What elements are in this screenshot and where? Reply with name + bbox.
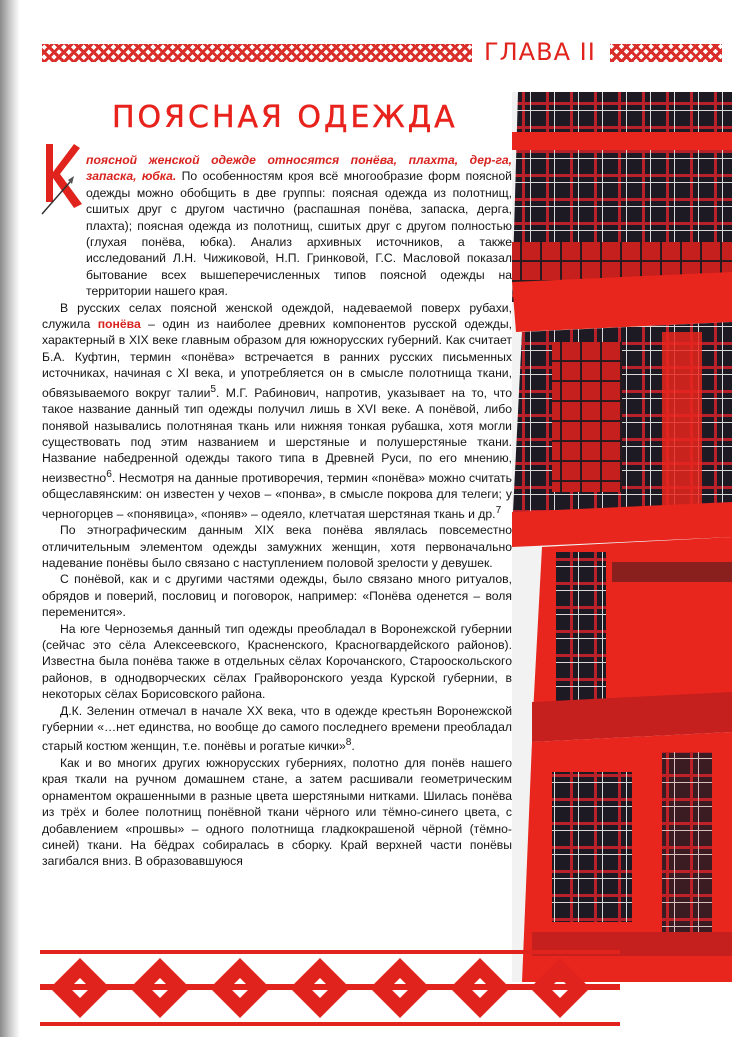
paragraph-7: Как и во многих других южнорусских губерниях, полотно для понёв нашего края ткали на ручном домашнем стане, а затем расшивали геометрическим орнаментом окрашенными в разные цвета шерстяными нитками. Шилась понёва из трёх и более полотнищ понёвной ткани чёрного или тёмно-синего цвета, с добавлением «прошвы» – одного полотнища гладкокрашеной чёрной (тёмно-синей) ткани. На бёдрах собиралась в сборку. Край верхней части понёвы загибался вниз. В образовавшуюся [42,755,512,869]
section-title: ПОЯСНАЯ ОДЕЖДА [112,100,458,135]
poneva-fabric-photo [512,92,732,982]
paragraph-6: Д.К. Зеленин отмечал в начале XX века, что в одежде крестьян Воронежской губернии «…нет единства, но вообще до самого последнего времени преобладал старый костюм женщин, т.е. понёвы и рогатые кички»$^8$. [42,703,512,754]
footnote-ref: 7 [495,504,502,516]
chapter-label: ГЛАВА II [484,38,596,66]
footnote-ref: 6 [106,468,112,480]
footnote-ref: 8 [345,737,352,749]
keyword-poneva: понёва [97,317,141,332]
header-ornament-left [42,44,472,62]
paragraph-4: С понёвой, как и с другими частями одежды, было связано много ритуалов, обрядов и поверий, пословиц и поговорок, например: «Понёва оденется – воля переменится». [42,572,512,620]
paragraph-5: На юге Черноземья данный тип одежды преобладал в Воронежской губернии (сейчас это сёла Алексеевского, Красненского, Красногвардейского районов). Известна была понёва также в отдельных сёлах Корочанского, Старооскольского районов, в однодворческих сёлах Грайворонского уезда Курской губернии, в некоторых сёлах Борисовского района. [42,621,512,702]
footnote-ref: 5 [210,383,217,395]
article-text [42,152,512,870]
paragraph-1: поясной женской одежде относятся понёва, плахта, дер-га, запаска, юбка. По особенностям кроя всё многообразие форм поясной одежды можно обобщить в две группы: поясная одежда из полотнищ, сшитых друг с другом частично (распашная понёва, запаска, дерга, плахта); поясная одежда из полотнищ, сшитых друг с другом полностью (глухая понёва, юбка). Анализ архивных источников, а также исследований Л.Н. Чижиковой, Н.П. Гринковой, Г.С. Масловой показал бытование всех вышеперечисленных типов поясной одежды на территории нашего края. [86,153,512,299]
header-ornament-right [610,44,722,62]
paragraph-2: В русских селах поясной женской одеждой, надеваемой поверх рубахи, служила понёва – один из наиболее древних компонентов русской одежды, характерный в XIX веке главным образом для южнорусских губерний. Как считает Б.А. Куфтин, термин «понёва» встречается в ранних русских письменных источниках, начиная с XI века, и употребляется он в смысле полотнища ткани, обвязываемого вокруг талии$^5$. М.Г. Рабинович, напротив, указывает на то, что такое название данный тип одежды получил лишь в XVI веке. А понёвой, либо понявой назывались полотняная ткань или нижняя тонкая рубашка, хотя могли существовать под этим названием и шерстяные и полушерстяные ткани. Название набедренной одежды такого типа в Древней Руси, по его мнению, неизвестно$^6$. Несмотря на данные противоречия, термин «понёва» можно считать общеславянским: он известен у чехов – «понва», в смысле покрова для телеги; у черногорцев – «понявица», «поняв» – одеяло, клетчатая шерстяная ткань и др.$^7$ [42,300,513,521]
paragraph-3: По этнографическим данным XIX века понёва являлась повсеместно отличительным элементом одежды замужних женщин, хотя первоначально надевание понёвы было связано с наступлением половой зрелости у девушек. [42,523,512,570]
bottom-embroidery-ornament [40,948,620,1028]
book-spine-shadow [0,0,20,1037]
